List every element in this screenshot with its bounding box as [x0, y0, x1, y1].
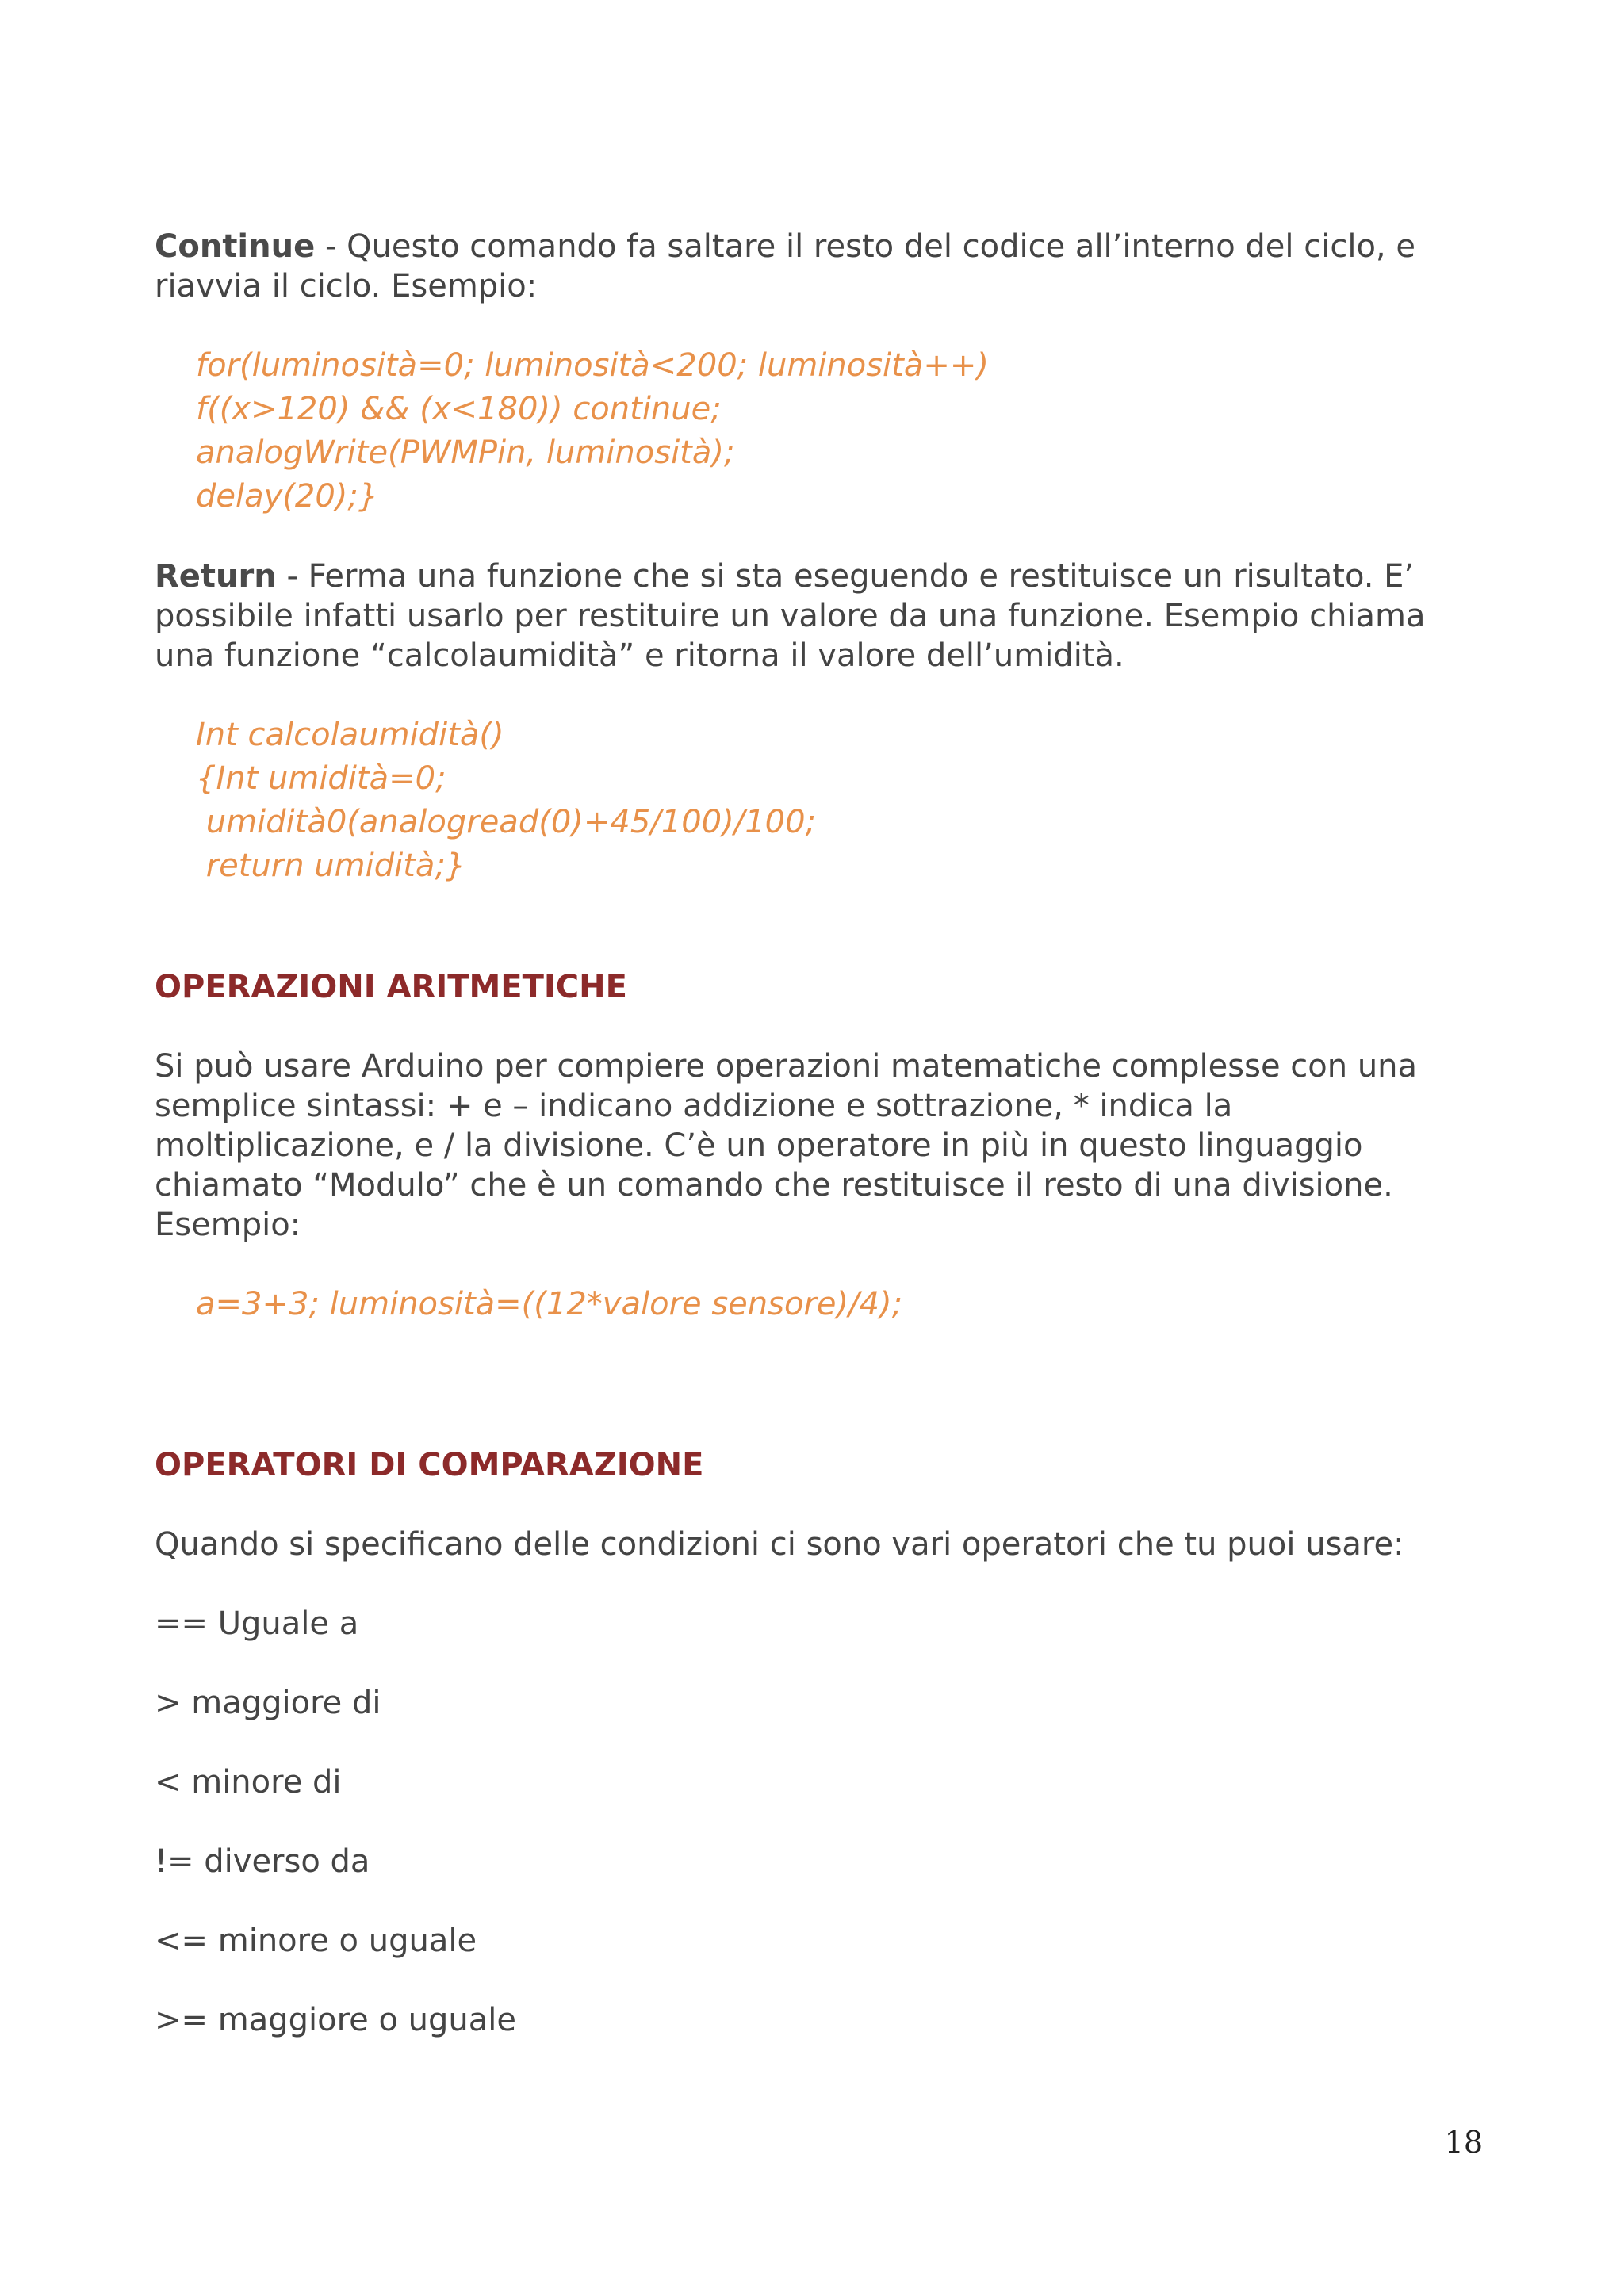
- code-line: return umidità;}: [196, 848, 466, 884]
- code-line: Int calcolaumidità(): [196, 717, 504, 753]
- code-line: delay(20);}: [196, 478, 379, 515]
- continue-description: - Questo comando fa saltare il resto del codice all’interno del ciclo, e riavvia il ciclo. Esempio:: [155, 228, 1415, 304]
- page-content: [155, 227, 1487, 2040]
- continue-code-block: [155, 344, 1487, 519]
- code-line: analogWrite(PWMPin, luminosità);: [196, 434, 735, 471]
- operator-item: > maggiore di: [155, 1685, 381, 1721]
- comparison-paragraph: Quando si specificano delle condizioni ci sono vari operatori che tu puoi usare:: [155, 1526, 1404, 1563]
- continue-paragraph: [155, 227, 1487, 306]
- continue-keyword: Continue: [155, 228, 316, 265]
- code-line: for(luminosità=0; luminosità<200; luminosità++): [196, 347, 989, 384]
- arithmetic-heading: OPERAZIONI ARITMETICHE: [155, 969, 627, 1005]
- operator-item: == Uguale a: [155, 1605, 359, 1642]
- return-description: - Ferma una funzione che si sta eseguendo e restituisce un risultato. E’ possibile infatti usarlo per restituire un valore da una funzione. Esempio chiama una funzione “calcolaumidità” e ritorna il valore dell’umidità.: [155, 558, 1426, 674]
- code-line: f((x>120) && (x<180)) continue;: [196, 391, 722, 427]
- arithmetic-paragraph: Si può usare Arduino per compiere operazioni matematiche complesse con una semplice sintassi: + e – indicano addizione e sottrazione, * indica la moltiplicazione, e / la divisione. C’è un operatore in più in questo linguaggio chiamato “Modulo” che è un comando che restituisce il resto di una divisione. Esempio:: [155, 1048, 1418, 1243]
- code-line: umidità0(analogread(0)+45/100)/100;: [196, 804, 817, 840]
- arithmetic-code-block: [155, 1283, 1487, 1326]
- code-line: a=3+3; luminosità=((12*valore sensore)/4);: [196, 1286, 903, 1322]
- operator-item: < minore di: [155, 1764, 342, 1800]
- operator-item: <= minore o uguale: [155, 1923, 477, 1959]
- operator-item: != diverso da: [155, 1843, 370, 1880]
- return-keyword: Return: [155, 558, 277, 595]
- return-paragraph: [155, 557, 1487, 675]
- operator-item: >= maggiore o uguale: [155, 2002, 516, 2038]
- code-line: {Int umidità=0;: [196, 760, 446, 797]
- page-number: 18: [1444, 2125, 1483, 2160]
- comparison-heading: OPERATORI DI COMPARAZIONE: [155, 1447, 704, 1483]
- return-code-block: [155, 714, 1487, 888]
